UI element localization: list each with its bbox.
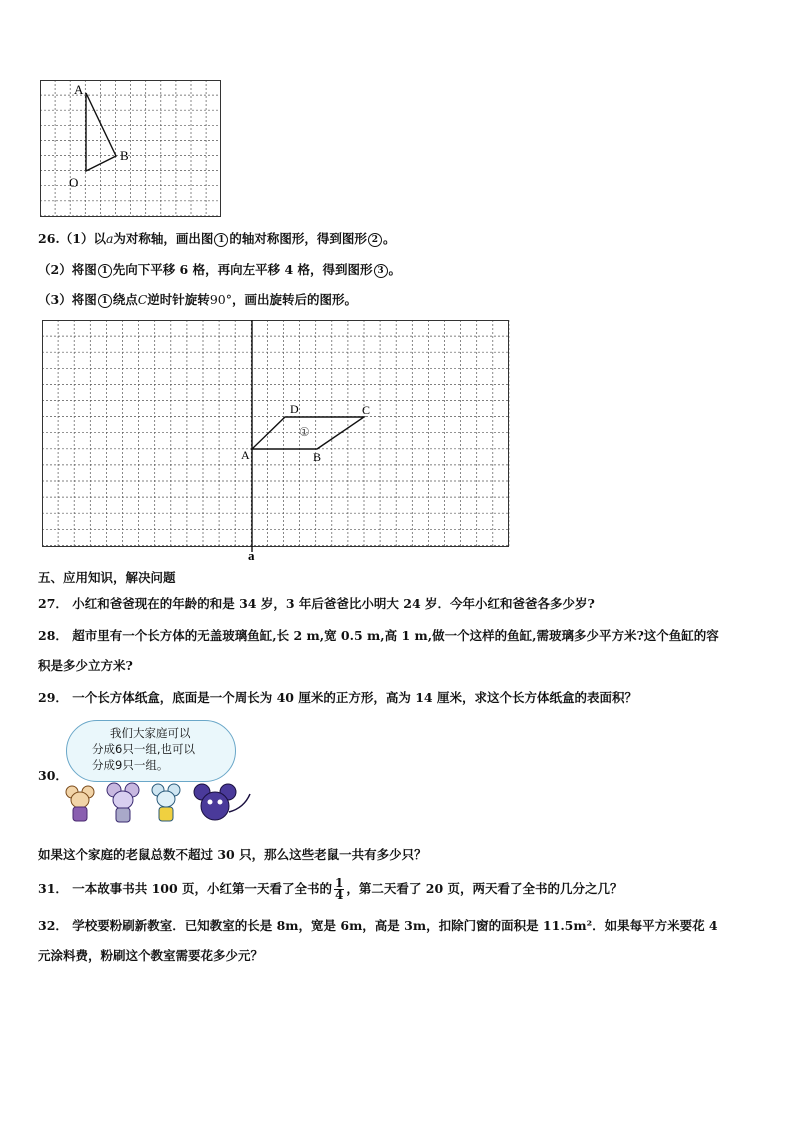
- label-axis-a: a: [248, 548, 255, 563]
- label-a: A: [241, 448, 250, 462]
- mouse-icon: [152, 784, 180, 821]
- q27-text: 27． 小红和爸爸现在的年龄的和是 34 岁，3 年后爸爸比小明大 24 岁．今年小红和爸爸各多少岁?: [38, 596, 595, 611]
- q29-text: 29． 一个长方体纸盒，底面是一个周长为 40 厘米的正方形，高为 14 厘米，求这个长方体纸盒的表面积？: [38, 690, 637, 705]
- circled-2: 2: [368, 233, 382, 247]
- label-c: C: [362, 403, 371, 417]
- label-a: A: [74, 82, 84, 97]
- label-b: B: [120, 148, 129, 163]
- figure2-grid: [42, 320, 512, 565]
- bubble-line-1: 我们大家庭可以: [110, 726, 191, 740]
- mouse-icon: [66, 786, 94, 821]
- q30-number: 30．: [38, 768, 68, 783]
- label-shape-1: ①: [299, 425, 310, 439]
- fraction-one-quarter: $\frac{1}{4}$: [335, 876, 344, 902]
- q28-line2: 积是多少立方米?: [38, 658, 133, 673]
- section-heading: 五、应用知识，解决问题: [38, 570, 176, 585]
- q28-line1: 28． 超市里有一个长方体的无盖玻璃鱼缸,长 2 m,宽 0.5 m,高 1 m,做一个这样的鱼缸,需玻璃多少平方米?这个鱼缸的容: [38, 628, 719, 643]
- figure1-grid: [40, 80, 222, 218]
- circled-3: 3: [374, 264, 388, 278]
- circled-1: 1: [98, 264, 112, 278]
- axis-label: a: [105, 231, 114, 246]
- label-o: O: [69, 175, 79, 190]
- q32-line1: 32． 学校要粉刷新教室．已知教室的长是 8m，宽是 6m，高是 3m，扣除门窗的面积是 11.5m²．如果每平方米要花 4: [38, 918, 718, 933]
- q31-text: 31． 一本故事书共 100 页，小红第一天看了全书的 $\frac{1}{4}$ ，第二天看了 20 页，两天看了全书的几分之几？: [38, 876, 623, 902]
- bubble-line-3: 分成9只一组。: [92, 758, 169, 772]
- q32-line2: 元涂料费，粉刷这个教室需要花多少元？: [38, 948, 264, 963]
- q30-question: 如果这个家庭的老鼠总数不超过 30 只，那么这些老鼠一共有多少只？: [38, 847, 427, 862]
- triangle-aob: [86, 93, 116, 171]
- q26-part1: 26.（1）以a为对称轴，画出图 1 的轴对称图形，得到图形 2 。: [38, 231, 396, 246]
- label-b: B: [313, 450, 322, 464]
- mouse-icon: [194, 784, 250, 820]
- mice-illustration: [62, 782, 257, 832]
- mouse-icon: [107, 783, 139, 822]
- point-c: C: [137, 292, 148, 307]
- circled-1: 1: [214, 233, 228, 247]
- q26-part3: （3）将图 1 绕点C逆时针旋转90°，画出旋转后的图形。: [38, 292, 357, 307]
- bubble-line-2: 分成6只一组,也可以: [92, 742, 195, 756]
- q26-part2: （2）将图 1 先向下平移 6 格，再向左平移 4 格，得到图形 3 。: [38, 262, 402, 277]
- label-d: D: [290, 402, 299, 416]
- circled-1: 1: [98, 294, 112, 308]
